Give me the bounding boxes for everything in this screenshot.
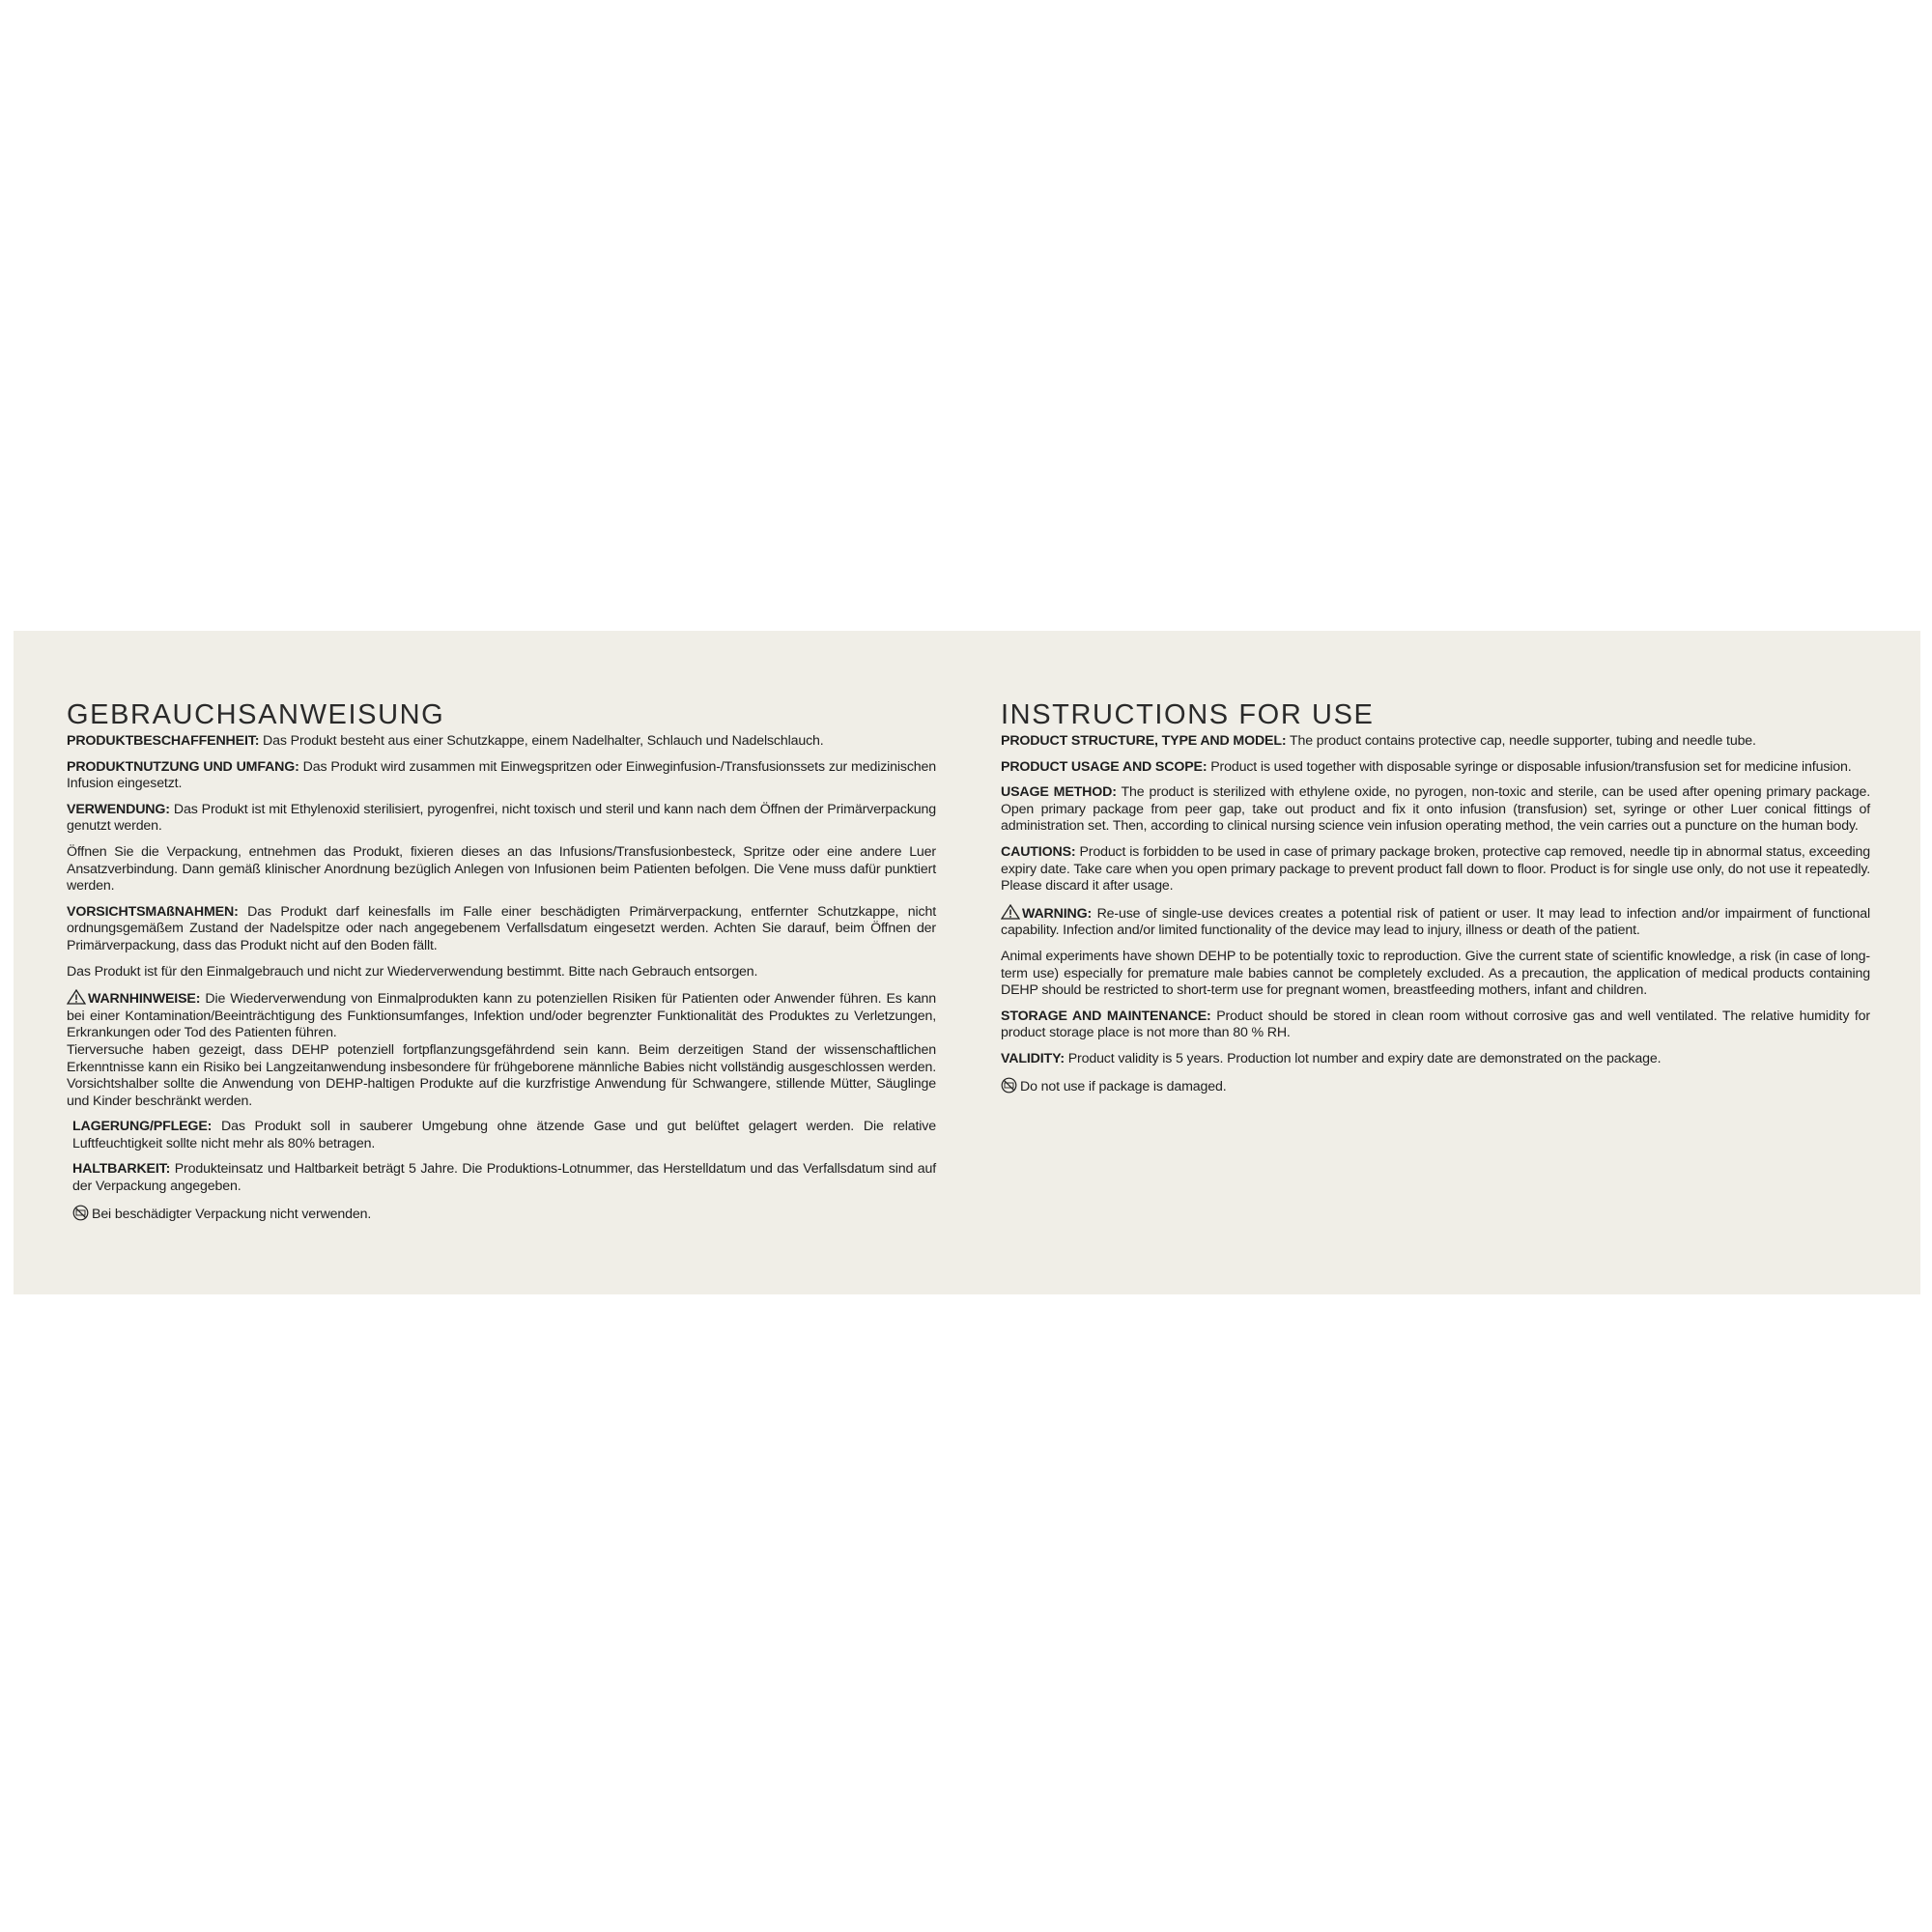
en-damaged-text: Do not use if package is damaged. — [1020, 1078, 1227, 1094]
en-warning-text: Re-use of single-use devices creates a potential risk of patient or user. It may lead to infection and/or impairment of functional capability. Infection and/or limited functionality of the device may lead to injury, illness or death of the patient. — [1001, 905, 1870, 939]
de-application-label: VERWENDUNG: — [67, 801, 170, 817]
do-not-use-if-damaged-icon — [1001, 1077, 1017, 1094]
de-section-warning — [67, 989, 936, 1042]
en-usage-label: PRODUCT USAGE AND SCOPE: — [1001, 758, 1208, 775]
en-method-label: USAGE METHOD: — [1001, 784, 1117, 801]
en-validity-label: VALIDITY: — [1001, 1050, 1065, 1066]
de-dehp-text: Tierversuche haben gezeigt, dass DEHP potenziell fortpflanzungsgefährdend sein kann. Beim derzeitigen Stand der wissenschaftlichen Erkenntnisse kann ein Risiko bei Langzeitanwendung insbesondere für frühgeborene männliche Babies nicht vollständig ausgeschlossen werden. Vorsichtshalber sollte die Anwendung von DEHP-haltigen Produkte auf die kurzfristige Anwendung für Schwangere, stillende Mütter, Säuglinge und Kinder beschränkt werden. — [67, 1041, 936, 1109]
en-usage-text: Product is used together with disposable syringe or disposable infusion/transfusion set for medicine infusion. — [1207, 758, 1852, 775]
de-usage-text: Das Produkt wird zusammen mit Einwegspritzen oder Einweginfusion-/Transfusionssets zur medizinischen Infusion eingesetzt. — [67, 758, 936, 792]
de-section-dehp — [67, 1042, 936, 1110]
de-precautions-text: Das Produkt darf keinesfalls im Falle einer beschädigten Primärverpackung, entfernter Schutzkappe, nicht ordnungsgemäßem Zustand der Nadelspitze oder nach angegebenem Verfallsdatum eingesetzt werden. Achten Sie darauf, beim Öffnen der Primärverpackung, dass das Produkt nicht auf den Boden fällt. — [67, 903, 936, 953]
warning-triangle-icon — [67, 989, 86, 1005]
en-structure-label: PRODUCT STRUCTURE, TYPE AND MODEL: — [1001, 733, 1287, 749]
de-precautions-label: VORSICHTSMAßNAHMEN: — [67, 903, 239, 920]
en-section-storage — [1001, 1009, 1870, 1042]
de-damaged-text: Bei beschädigter Verpackung nicht verwenden. — [92, 1206, 372, 1222]
de-warning-text: Die Wiederverwendung von Einmalprodukten kann zu potenziellen Risiken für Patienten oder Anwender führen. Es kann bei einer Kontamination/Beeinträchtigung des Funktionsumfanges, Infektion und/oder begrenzter Funktionalität des Produktes zu Verletzungen, Erkrankungen oder Tod des Patienten führen. — [67, 991, 936, 1041]
en-storage-label: STORAGE AND MAINTENANCE: — [1001, 1008, 1211, 1024]
en-section-dehp — [1001, 949, 1870, 1000]
de-single-use-text: Das Produkt ist für den Einmalgebrauch und nicht zur Wiederverwendung bestimmt. Bitte nach Gebrauch entsorgen. — [67, 963, 758, 980]
en-section-validity — [1001, 1051, 1870, 1068]
de-section-storage — [67, 1119, 936, 1152]
do-not-use-if-damaged-icon — [72, 1205, 89, 1221]
en-method-text: The product is sterilized with ethylene oxide, no pyrogen, non-toxic and sterile, can be used after opening primary package. Open primary package from peer gap, take out product and fix it onto infusion (transfusion) set, syringe or other Luer conical fittings of administration set. Then, according to clinical nursing science vein infusion operating method, the vein carries out a puncture on the human body. — [1001, 784, 1870, 835]
en-section-cautions — [1001, 844, 1870, 895]
de-validity-text: Produkteinsatz und Haltbarkeit beträgt 5 Jahre. Die Produktions-Lotnummer, das Herstelldatum und das Verfallsdatum sind auf der Verpackung angegeben. — [72, 1161, 936, 1195]
de-validity-label: HALTBARKEIT: — [72, 1161, 171, 1178]
de-section-precautions — [67, 904, 936, 955]
de-damaged-note — [67, 1205, 936, 1224]
de-section-usage — [67, 759, 936, 793]
de-opening-text: Öffnen Sie die Verpackung, entnehmen das Produkt, fixieren dieses an das Infusions/Transfusionbesteck, Spritze oder eine andere Luer Ansatzverbindung. Dann gemäß klinischer Anordnung bezüglich Anlegen von Infusionen beim Patienten befolgen. Die Vene muss dafür punktiert werden. — [67, 843, 936, 895]
en-damaged-note — [1001, 1077, 1870, 1096]
en-storage-text: Product should be stored in clean room without corrosive gas and well ventilated. The relative humidity for product storage place is not more than 80 % RH. — [1001, 1008, 1870, 1041]
de-warning-label: WARNHINWEISE: — [88, 991, 201, 1008]
en-warning-label: WARNING: — [1022, 905, 1093, 922]
en-section-usage — [1001, 759, 1870, 777]
de-section-opening — [67, 844, 936, 895]
warning-triangle-icon — [1001, 904, 1020, 920]
de-usage-label: PRODUKTNUTZUNG UND UMFANG: — [67, 758, 299, 775]
de-storage-label: LAGERUNG/PFLEGE: — [72, 1119, 213, 1135]
de-section-single-use — [67, 964, 936, 981]
en-section-warning — [1001, 904, 1870, 940]
english-title: INSTRUCTIONS FOR USE — [1001, 699, 1375, 730]
de-storage-text: Das Produkt soll in sauberer Umgebung ohne ätzende Gase und gut belüftet gelagert werden. Die relative Luftfeuchtigkeit sollte nicht mehr als 80% betragen. — [72, 1119, 936, 1151]
en-validity-text: Product validity is 5 years. Production lot number and expiry date are demonstrated on the package. — [1064, 1050, 1662, 1066]
en-section-structure — [1001, 733, 1870, 751]
de-section-validity — [67, 1161, 936, 1195]
de-structure-label: PRODUKTBESCHAFFENHEIT: — [67, 733, 260, 749]
german-column — [67, 698, 936, 1232]
de-structure-text: Das Produkt besteht aus einer Schutzkappe, einem Nadelhalter, Schlauch und Nadelschlauch. — [259, 733, 824, 749]
german-title: GEBRAUCHSANWEISUNG — [67, 699, 445, 730]
en-cautions-text: Product is forbidden to be used in case of primary package broken, protective cap removed, needle tip in abnormal status, exceeding expiry date. Take care when you open primary package to prevent product fall down to floor. Product is for single use only, do not use it repeatedly. Please discard it after usage. — [1001, 843, 1870, 895]
de-application-text: Das Produkt ist mit Ethylenoxid sterilisiert, pyrogenfrei, nicht toxisch und steril und kann nach dem Öffnen der Primärverpackung genutzt werden. — [67, 801, 936, 835]
english-column — [1001, 698, 1870, 1104]
de-section-structure — [67, 733, 936, 751]
en-dehp-text: Animal experiments have shown DEHP to be potentially toxic to reproduction. Give the current state of scientific knowledge, a risk (in case of long-term use) especially for premature male babies cannot be completely excluded. As a precaution, the application of medical products containing DEHP should be restricted to short-term use for pregnant women, breastfeeding mothers, infant and children. — [1001, 948, 1870, 999]
en-cautions-label: CAUTIONS: — [1001, 843, 1076, 860]
en-structure-text: The product contains protective cap, needle supporter, tubing and needle tube. — [1286, 733, 1756, 749]
instruction-leaflet — [14, 631, 1920, 1294]
de-section-application — [67, 802, 936, 836]
en-section-method — [1001, 784, 1870, 836]
